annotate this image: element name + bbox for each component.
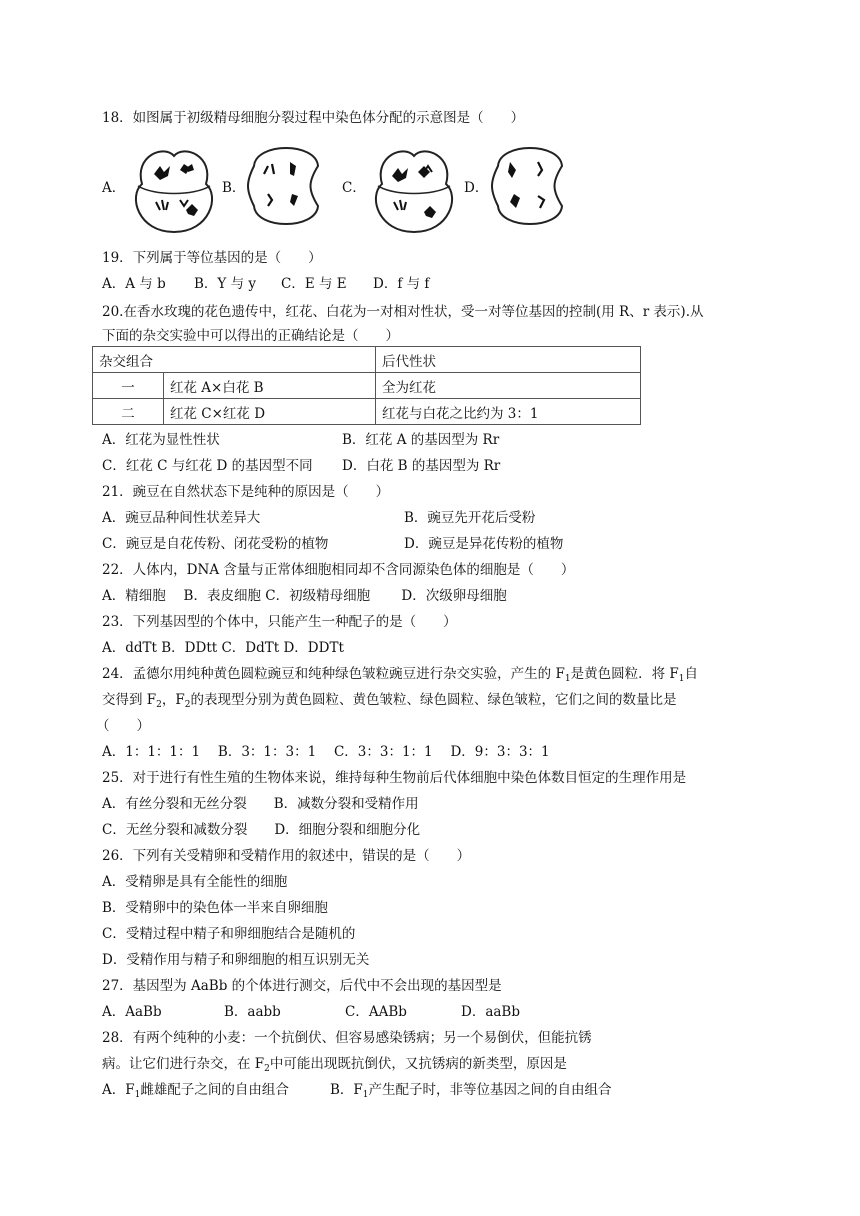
q19-stem: 19．下列属于等位基因的是（ ） xyxy=(102,250,322,266)
q26-option-d: D．受精作用与精子和卵细胞的相互识别无关 xyxy=(102,952,370,968)
q27-option-b: B．aabb xyxy=(224,1004,281,1020)
q18-option-a-label: A． xyxy=(102,180,126,196)
q21-options-row2 xyxy=(102,534,563,554)
q19-options xyxy=(102,274,429,294)
q21-option-d: D．豌豆是异花传粉的植物 xyxy=(404,536,564,552)
table-cell-cross: 红花 A×白花 B xyxy=(164,373,376,399)
q27-option-d: D．aaBb xyxy=(461,1004,520,1020)
table-cell-result: 全为红花 xyxy=(376,373,641,399)
cell-diagram-b xyxy=(244,136,328,236)
q18-option-d-label: D． xyxy=(464,180,489,196)
q18-figures xyxy=(102,136,662,236)
q28-stem-line1: 28．有两个纯种的小麦：一个抗倒伏、但容易感染锈病；另一个易倒伏，但能抗锈 xyxy=(102,1030,592,1046)
q20-options-row1 xyxy=(102,430,499,450)
table-header-cross: 杂交组合 xyxy=(93,347,376,373)
q20-option-d: D．白花 B 的基因型为 Rr xyxy=(342,458,501,474)
q24-text: 的表现型分别为黄色圆粒、黄色皱粒、绿色圆粒、绿色皱粒，它们之间的数量比是 xyxy=(190,692,677,708)
q21-option-a: A．豌豆品种间性状差异大 xyxy=(102,510,261,526)
q21-stem: 21．豌豆在自然状态下是纯种的原因是（ ） xyxy=(102,484,390,500)
q25-stem: 25．对于进行有性生殖的生物体来说，维持每种生物前后代体细胞中染色体数目恒定的生理作用是 xyxy=(102,770,687,786)
q24-text: 24．孟德尔用纯种黄色圆粒豌豆和纯种绿色皱粒豌豆进行杂交实验，产生的 F xyxy=(102,666,565,682)
q20-option-c: C．红花 C 与红花 D 的基因型不同 xyxy=(102,458,313,474)
q18-option-c-label: C． xyxy=(342,180,366,196)
q24-text: 交得到 F xyxy=(102,692,157,708)
subscript: 2 xyxy=(156,700,162,710)
q28-text: 病。让它们进行杂交，在 F xyxy=(102,1056,265,1072)
q26-option-c: C．受精过程中精子和卵细胞结合是随机的 xyxy=(102,926,356,942)
q25-options-row1: A．有丝分裂和无丝分裂 B．减数分裂和受精作用 xyxy=(102,796,419,812)
q23-options: A．ddTt B．DDtt C．DdTt D．DDTt xyxy=(102,640,344,656)
table-row xyxy=(93,373,641,399)
q20-cross-table xyxy=(92,346,641,425)
subscript: 2 xyxy=(264,1064,270,1074)
q27-options xyxy=(102,1002,520,1022)
q24-options: A．1：1：1：1 B．3：1：3：1 C．3：3：1：1 D．9：3：3：1 xyxy=(102,744,550,760)
q20-option-a: A．红花为显性性状 xyxy=(102,432,220,448)
q26-option-a: A．受精卵是具有全能性的细胞 xyxy=(102,874,288,890)
q24-text: 自 xyxy=(684,666,698,682)
q23-stem: 23．下列基因型的个体中，只能产生一种配子的是（ ） xyxy=(102,614,457,630)
q25-options-row2: C．无丝分裂和减数分裂 D．细胞分裂和细胞分化 xyxy=(102,822,421,838)
q27-option-a: A．AaBb xyxy=(102,1004,162,1020)
table-header-offspring: 后代性状 xyxy=(376,347,641,373)
table-cell-group: 二 xyxy=(93,399,164,425)
q24-text: 是黄色圆粒．将 F xyxy=(570,666,679,682)
q20-stem-line2: 下面的杂交实验中可以得出的正确结论是（ ） xyxy=(102,328,399,344)
q19-option-d: D．f 与 f xyxy=(373,276,430,292)
q26-option-b: B．受精卵中的染色体一半来自卵细胞 xyxy=(102,900,328,916)
table-header-row xyxy=(93,347,641,373)
q19-option-a: A．A 与 b xyxy=(102,276,166,292)
q22-options: A．精细胞 B．表皮细胞 C．初级精母细胞 D．次级卵母细胞 xyxy=(102,588,507,604)
q20-stem-line1: 20.在香水玫瑰的花色遗传中，红花、白花为一对相对性状，受一对等位基因的控制(用 R、r 表示).从 xyxy=(102,304,704,320)
table-row xyxy=(93,399,641,425)
table-cell-cross: 红花 C×红花 D xyxy=(164,399,376,425)
q28-text: A．F xyxy=(102,1082,135,1098)
q21-option-b: B．豌豆先开花后受粉 xyxy=(404,510,536,526)
subscript: 2 xyxy=(184,700,191,710)
q20-option-b: B．红花 A 的基因型为 Rr xyxy=(342,432,500,448)
subscript: 1 xyxy=(564,674,571,684)
q19-option-c: C．E 与 E xyxy=(281,276,347,292)
q27-option-c: C．AABb xyxy=(345,1004,407,1020)
q28-option-a xyxy=(102,1080,330,1100)
table-cell-result: 红花与白花之比约为 3：1 xyxy=(376,399,641,425)
q20-options-row2 xyxy=(102,456,500,476)
subscript: 1 xyxy=(678,674,685,684)
q28-text: 中可能出现既抗倒伏，又抗锈病的新类型，原因是 xyxy=(269,1056,567,1072)
table-cell-group: 一 xyxy=(93,373,164,399)
q28-text: 产生配子时，非等位基因之间的自由组合 xyxy=(368,1082,612,1098)
q26-stem: 26．下列有关受精卵和受精作用的叙述中，错误的是（ ） xyxy=(102,848,471,864)
q19-option-b: B．Y 与 y xyxy=(194,276,257,292)
q21-option-c: C．豌豆是自花传粉、闭花受粉的植物 xyxy=(102,536,329,552)
q28-text: 雌雄配子之间的自由组合 xyxy=(140,1082,289,1098)
q18-stem: 18．如图属于初级精母细胞分裂过程中染色体分配的示意图是（ ） xyxy=(102,110,525,126)
q22-stem: 22．人体内，DNA 含量与正常体细胞相同却不含同源染色体的细胞是（ ） xyxy=(102,562,575,578)
cell-diagram-a xyxy=(124,136,224,236)
q27-stem: 27．基因型为 AaBb 的个体进行测交，后代中不会出现的基因型是 xyxy=(102,978,502,994)
q24-stem-line2 xyxy=(102,690,677,710)
q18-option-b-label: B． xyxy=(222,180,246,196)
cell-diagram-d xyxy=(486,136,574,236)
q24-stem-line3: （ ） xyxy=(96,718,150,734)
q28-text: B．F xyxy=(330,1082,363,1098)
q21-options-row1 xyxy=(102,508,535,528)
q24-text: ，F xyxy=(161,692,185,708)
q24-stem-line1 xyxy=(102,664,698,684)
subscript: 1 xyxy=(362,1090,369,1100)
cell-diagram-c xyxy=(364,136,464,236)
q28-options xyxy=(102,1080,612,1100)
q28-stem-line2 xyxy=(102,1054,567,1074)
subscript: 1 xyxy=(134,1090,141,1100)
q28-option-b xyxy=(330,1080,612,1100)
